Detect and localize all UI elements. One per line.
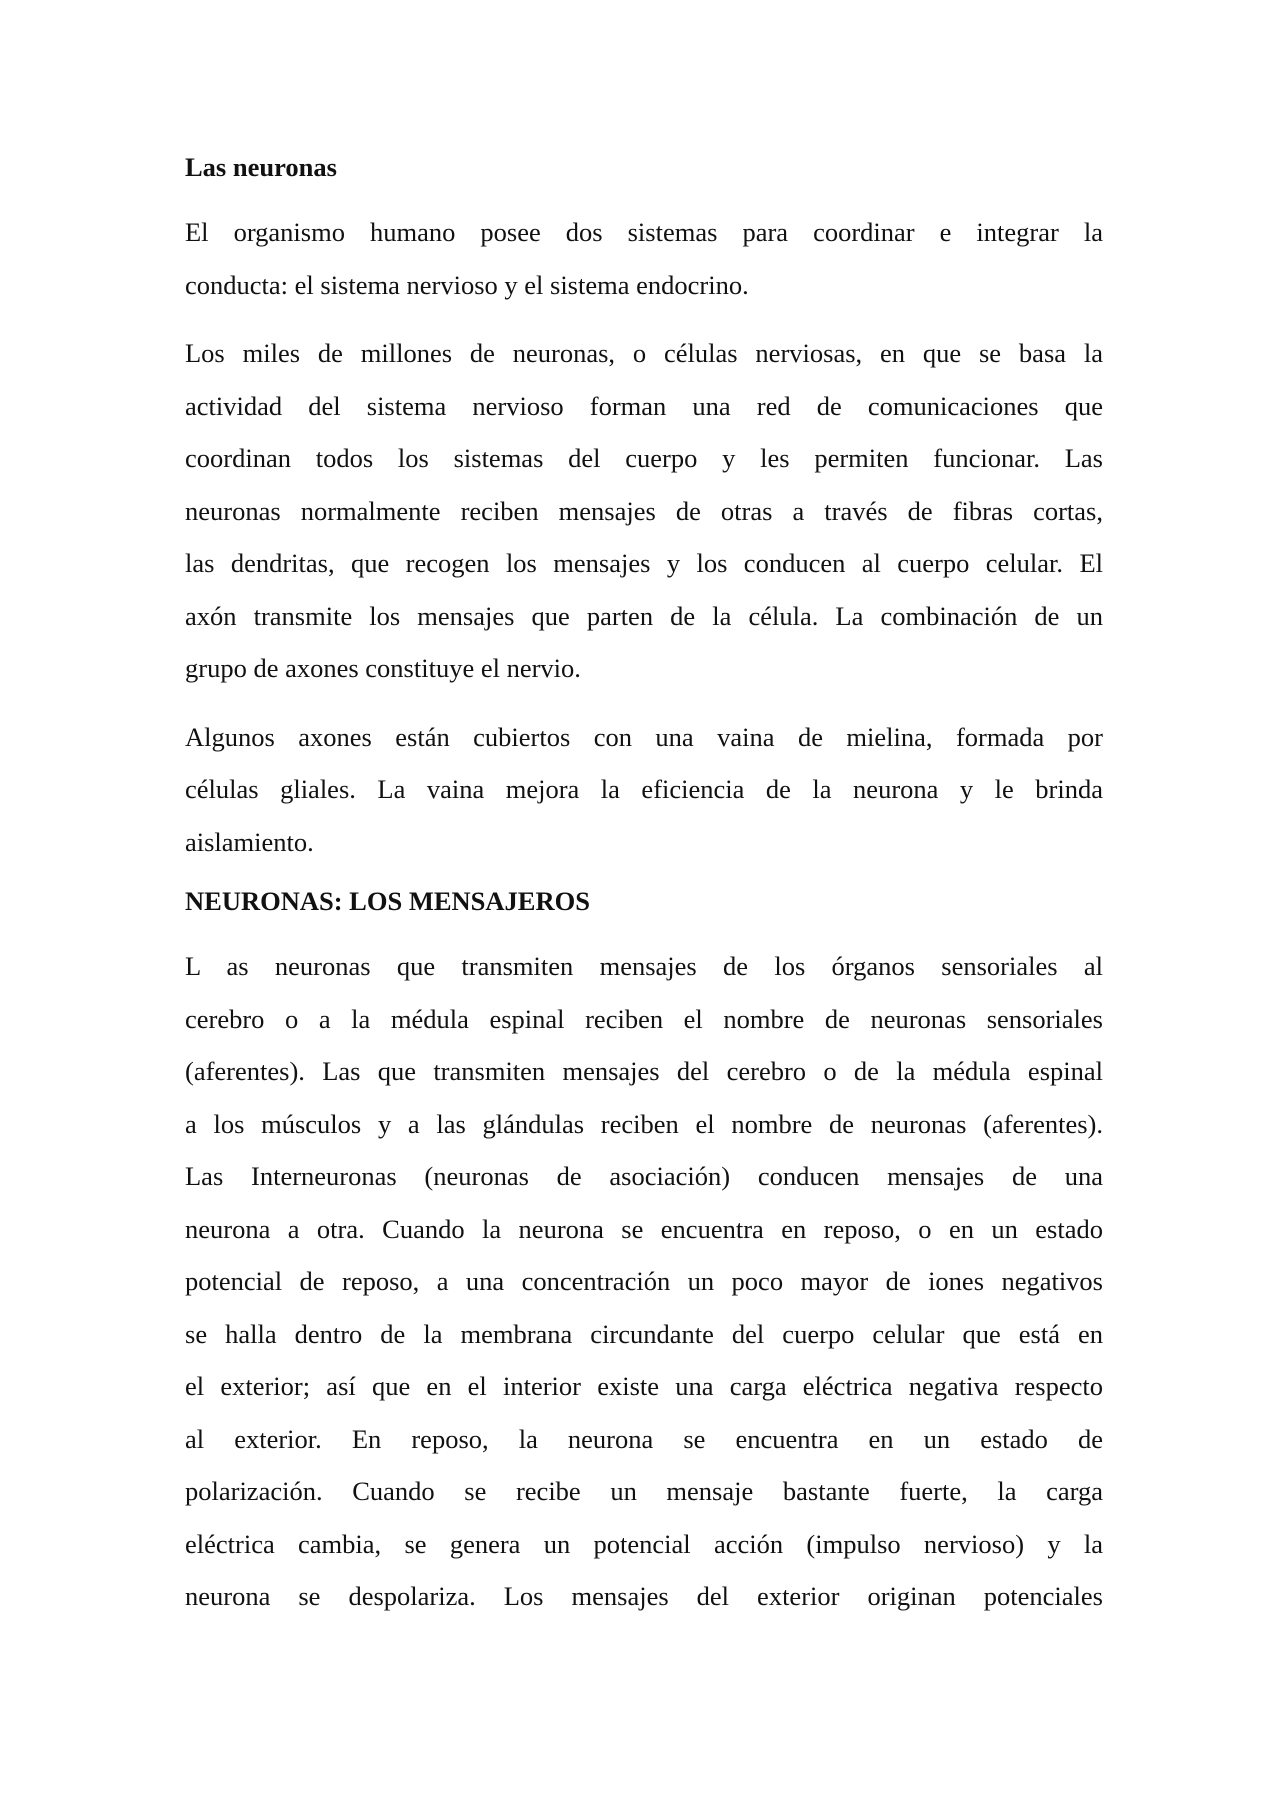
paragraph-line: neurona a otra. Cuando la neurona se encuentra en reposo, o en un estado xyxy=(185,1213,1103,1244)
document-body xyxy=(185,150,1103,1639)
paragraph-line: grupo de axones constituye el nervio. xyxy=(185,653,581,683)
document-title: Las neuronas xyxy=(185,152,337,182)
section-title: NEURONAS: LOS MENSAJEROS xyxy=(185,886,590,916)
paragraph-line: (aferentes). Las que transmiten mensajes del cerebro o de la médula espinal xyxy=(185,1056,1103,1086)
paragraph-line: eléctrica cambia, se genera un potencial acción (impulso nervioso) y la xyxy=(185,1528,1103,1559)
paragraph-line: Los miles de millones de neuronas, o células nerviosas, en que se basa la xyxy=(185,338,1103,368)
paragraph-line: coordinan todos los sistemas del cuerpo y les permiten funcionar. Las xyxy=(185,443,1103,473)
paragraph-line: L as neuronas que transmiten mensajes de los órganos sensoriales al xyxy=(185,951,1103,981)
paragraph-line: se halla dentro de la membrana circundante del cuerpo celular que está en xyxy=(185,1318,1103,1349)
paragraph-line: aislamiento. xyxy=(185,826,314,857)
paragraph-intro xyxy=(185,206,1103,311)
paragraph-messengers xyxy=(185,940,1103,1623)
paragraph-line: a los músculos y a las glándulas reciben el nombre de neuronas (aferentes). xyxy=(185,1108,1103,1139)
paragraph-line: polarización. Cuando se recibe un mensaje bastante fuerte, la carga xyxy=(185,1476,1103,1506)
paragraph-neurons xyxy=(185,327,1103,695)
paragraph-line: potencial de reposo, a una concentración un poco mayor de iones negativos xyxy=(185,1266,1103,1296)
paragraph-line: las dendritas, que recogen los mensajes y los conducen al cuerpo celular. El xyxy=(185,548,1103,578)
paragraph-myelin xyxy=(185,711,1103,869)
paragraph-line: cerebro o a la médula espinal reciben el nombre de neuronas sensoriales xyxy=(185,1003,1103,1034)
paragraph-line: neuronas normalmente reciben mensajes de otras a través de fibras cortas, xyxy=(185,495,1103,526)
paragraph-line: al exterior. En reposo, la neurona se encuentra en un estado de xyxy=(185,1423,1103,1454)
paragraph-line: El organismo humano posee dos sistemas para coordinar e integrar la xyxy=(185,217,1103,247)
paragraph-line: Las Interneuronas (neuronas de asociación) conducen mensajes de una xyxy=(185,1161,1103,1191)
paragraph-line: Algunos axones están cubiertos con una vaina de mielina, formada por xyxy=(185,721,1103,752)
paragraph-line: actividad del sistema nervioso forman una red de comunicaciones que xyxy=(185,390,1103,421)
paragraph-line: neurona se despolariza. Los mensajes del exterior originan potenciales xyxy=(185,1581,1103,1611)
paragraph-line: células gliales. La vaina mejora la eficiencia de la neurona y le brinda xyxy=(185,774,1103,804)
paragraph-line: axón transmite los mensajes que parten de la célula. La combinación de un xyxy=(185,600,1103,631)
paragraph-line: conducta: el sistema nervioso y el sistema endocrino. xyxy=(185,269,749,300)
paragraph-line: el exterior; así que en el interior existe una carga eléctrica negativa respecto xyxy=(185,1371,1103,1401)
